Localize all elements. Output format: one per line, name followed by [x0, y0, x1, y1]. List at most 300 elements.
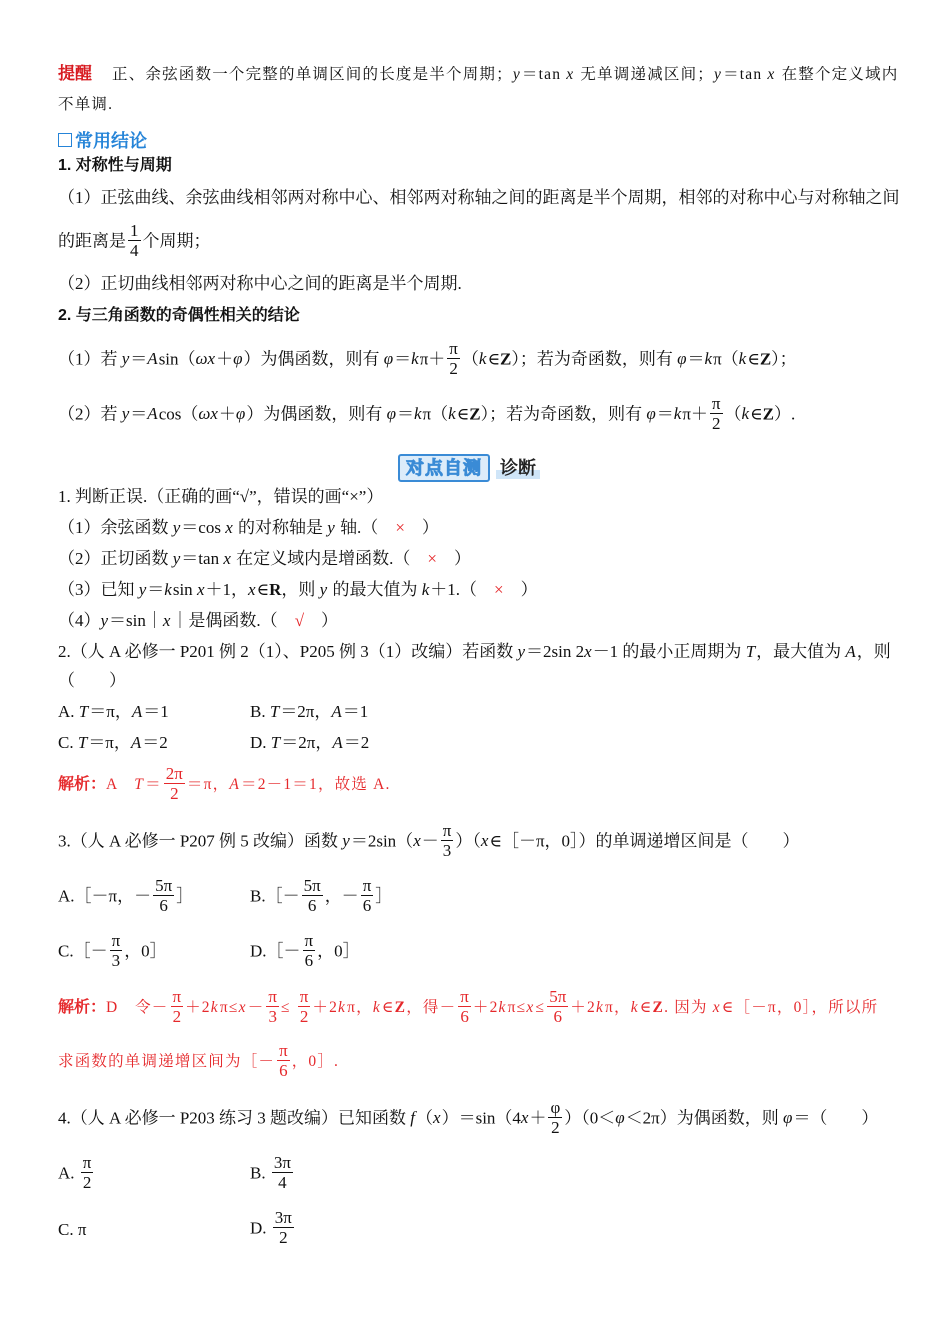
math-variable: y: [512, 66, 521, 83]
text-run: ＝π，: [88, 733, 131, 753]
text-run: π≤: [219, 999, 239, 1017]
text-run: （4）: [58, 611, 101, 630]
math-variable: φ: [783, 1108, 793, 1128]
fraction: [710, 394, 723, 433]
text-run: ＋2: [570, 999, 596, 1017]
math-variable: T: [77, 733, 88, 753]
text-run: ）；若为奇函数，则有: [511, 349, 678, 369]
text-run: （1）余弦函数: [58, 518, 173, 537]
text-run: ∈［－π，0］，所以所: [721, 999, 879, 1017]
text-run: π，: [347, 999, 373, 1017]
fraction-numerator: 2π: [165, 764, 183, 783]
math-variable: k: [448, 404, 456, 424]
math-variable: x: [712, 999, 721, 1017]
math-variable: x: [480, 831, 489, 851]
text-run: cos（: [158, 404, 199, 424]
math-variable: T: [745, 642, 756, 661]
fraction-denominator: 2: [82, 1173, 92, 1192]
text-run: ∈: [747, 349, 760, 369]
text-run: C.［－: [58, 941, 108, 961]
math-variable: A: [229, 776, 240, 794]
fraction: [81, 1153, 94, 1192]
text-run: ＝2－1＝1，故选 A.: [241, 776, 391, 794]
option-d: [250, 1210, 442, 1249]
option-b: [250, 1155, 442, 1194]
text-run: ）: [453, 549, 471, 568]
fraction-denominator: 3: [268, 1007, 277, 1026]
option-b: [250, 700, 442, 724]
text-run: A.: [58, 1163, 79, 1183]
fraction-numerator: π: [362, 876, 372, 895]
math-variable: k: [210, 999, 219, 1017]
text-run: 1. 判断正误.（正确的画“√”，错误的画“×”）: [58, 487, 384, 506]
math-variable: k: [741, 404, 750, 424]
conclusion-1-line-1: [58, 186, 910, 210]
text-run: B.: [250, 702, 270, 722]
fraction-numerator: φ: [550, 1098, 561, 1117]
note-line-2: [58, 92, 910, 117]
math-variable: φ: [386, 404, 396, 424]
text-run: ＝π，: [89, 702, 132, 722]
text-run: 的距离是: [58, 231, 126, 251]
text-run: C.: [58, 733, 78, 753]
text-run: ＝: [130, 404, 148, 424]
fraction-denominator: 4: [278, 1173, 287, 1192]
math-variable: y: [138, 580, 147, 599]
text-run: A.: [58, 702, 79, 722]
text-run: ＝π，: [186, 776, 230, 794]
text-run: ＋: [216, 349, 234, 369]
option-c: [58, 731, 250, 755]
math-variable: k: [413, 404, 422, 424]
fraction-denominator: 3: [111, 951, 121, 970]
text-run: ＋2: [312, 999, 339, 1017]
text-run: ，0］.: [291, 1053, 340, 1071]
answer-mark: ×: [395, 518, 405, 537]
math-variable: x: [225, 518, 233, 537]
math-variable: x: [520, 1108, 529, 1128]
text-run: ＝2sin（: [350, 831, 414, 851]
answer-mark: ×: [427, 549, 437, 568]
option-a: [58, 700, 250, 724]
text-run: ＝1: [143, 702, 169, 722]
math-variable: φ: [615, 1108, 625, 1128]
text-run: 的最大值为: [328, 580, 422, 599]
text-run: （: [416, 1108, 434, 1128]
text-run: sin: [172, 580, 197, 599]
text-run: π＋: [682, 404, 708, 424]
math-variable: k: [704, 349, 713, 369]
text-run: ∈: [487, 349, 501, 369]
fraction-denominator: 2: [711, 414, 721, 433]
text-run: ＝: [145, 776, 162, 794]
math-variable: k: [738, 349, 747, 369]
math-variable: f: [410, 1108, 416, 1128]
math-variable: y: [172, 518, 181, 537]
text-run: ＝cos: [181, 518, 226, 537]
text-run: ∈: [750, 404, 763, 424]
text-run: ，最大值为: [756, 642, 846, 661]
text-run: 在定义域内是增函数.（: [231, 549, 411, 568]
text-run: ＋2: [472, 999, 499, 1017]
heading-symmetry-period: 1. 对称性与周期: [58, 157, 172, 174]
self-test-banner: [398, 453, 540, 483]
fraction-numerator: π: [304, 931, 314, 950]
math-variable: x: [767, 66, 776, 83]
conclusion-2: [58, 272, 910, 296]
text-run: ）＝sin（4: [441, 1108, 521, 1128]
text-run: ＜2π）为偶函数，则: [625, 1108, 784, 1128]
math-variable: x: [238, 999, 247, 1017]
text-run: －: [421, 831, 439, 851]
fraction: [298, 987, 311, 1026]
math-variable: A: [331, 702, 342, 722]
text-run: ）（: [455, 831, 481, 851]
fraction: [272, 1153, 293, 1192]
math-variable: φ: [235, 404, 246, 424]
question-2-stem: [58, 640, 910, 664]
math-variable: k: [498, 999, 507, 1017]
text-run: ＝2: [343, 733, 370, 753]
math-variable: y: [121, 404, 130, 424]
option-c: [58, 1218, 250, 1242]
question-1-item: [58, 609, 910, 633]
math-variable: k: [595, 999, 605, 1017]
question-1-item: [58, 516, 910, 540]
fraction: [302, 876, 323, 915]
text-run: 无单调递减区间；: [575, 66, 714, 83]
text-run: ）为偶函数，则有: [243, 349, 384, 369]
math-variable: x: [247, 580, 256, 599]
number-set-symbol: Z: [500, 349, 512, 369]
text-run: sin（: [158, 349, 196, 369]
text-run: A: [106, 776, 135, 794]
question-2-answer-blank: [58, 669, 910, 693]
fraction-denominator: 6: [307, 896, 317, 915]
analysis-text: [58, 1041, 340, 1080]
text-run: （2）正切曲线相邻两对称中心之间的距离是半个周期.: [58, 274, 462, 293]
text-run: ，0］: [124, 941, 167, 961]
text-run: （2）若: [58, 404, 122, 424]
fraction: [153, 876, 174, 915]
fraction-denominator: 6: [279, 1061, 288, 1080]
text-run: （2）正切函数: [58, 549, 173, 568]
math-variable: y: [172, 549, 181, 568]
text-run: ）: [321, 611, 339, 630]
answer-mark: √: [294, 611, 305, 630]
question-4-options-row-2: [58, 1210, 910, 1249]
text-run: ＝: [396, 404, 414, 424]
fraction: [171, 987, 184, 1026]
text-run: D.［－: [250, 941, 301, 961]
fraction: [547, 987, 568, 1026]
math-variable: y: [319, 580, 328, 599]
text-run: （: [724, 404, 742, 424]
text-run: ］: [176, 886, 194, 906]
text-run: . 因为: [664, 999, 713, 1017]
text-run: 在整个定义域内: [776, 66, 899, 83]
text-run: ）为偶函数，则有: [246, 404, 387, 424]
fraction-numerator: 5π: [155, 876, 173, 895]
fraction-denominator: 6: [159, 896, 168, 915]
note-text: [58, 96, 113, 113]
math-variable: A: [131, 702, 143, 722]
question-3-analysis-line-1: [58, 989, 910, 1028]
text-run: A.［－π，－: [58, 886, 152, 906]
math-variable: T: [78, 702, 89, 722]
math-variable: x: [584, 642, 592, 661]
text-run: ，－: [324, 886, 359, 906]
fraction-numerator: π: [460, 987, 469, 1006]
math-variable: A: [130, 733, 142, 753]
question-3-stem: [58, 823, 910, 862]
fraction-denominator: 2: [299, 1007, 309, 1026]
number-set-symbol: Z: [469, 404, 481, 424]
text-run: 正、余弦函数一个完整的单调区间的长度是半个周期；: [112, 66, 513, 83]
text-run: ）（0＜: [564, 1108, 616, 1128]
math-variable: y: [714, 66, 723, 83]
fraction-numerator: 5π: [549, 987, 567, 1006]
fraction: [447, 339, 460, 378]
question-2-options-row-1: [58, 699, 910, 724]
text-run: ＋: [529, 1108, 547, 1128]
parity-conclusion-1: [58, 341, 910, 380]
math-variable: A: [845, 642, 856, 661]
text-run: ）: [520, 580, 538, 599]
option-a: [58, 1155, 250, 1194]
text-run: ］: [375, 886, 393, 906]
text-run: D.: [250, 733, 271, 753]
math-variable: k: [673, 404, 682, 424]
text-run: ＝: [147, 580, 165, 599]
text-run: 4.（人 A 必修一 P203 练习 3 题改编）已知函数: [58, 1108, 411, 1128]
text-run: 轴.（: [335, 518, 379, 537]
math-variable: A: [147, 404, 158, 424]
text-run: ＝tan: [521, 66, 567, 83]
fraction-denominator: 2: [279, 1228, 288, 1247]
text-run: ＝tan: [723, 66, 768, 83]
math-variable: k: [478, 349, 487, 369]
question-3-analysis-line-2: [58, 1043, 910, 1082]
math-variable: x: [526, 999, 535, 1017]
question-3-options-row-2: [58, 933, 910, 972]
text-run: ，则: [856, 642, 891, 661]
text-run: 2.（人 A 必修一 P201 例 2（1）、P205 例 3（1）改编）若函数: [58, 642, 518, 661]
text-run: （1）正弦曲线、余弦曲线相邻两对称中心、相邻两对称轴之间的距离是半个周期，相邻的对称中心与对称轴之间: [58, 188, 900, 207]
fraction-denominator: 6: [460, 1007, 469, 1026]
math-variable: x: [162, 611, 171, 630]
fraction-denominator: 6: [304, 951, 314, 970]
math-variable: T: [134, 776, 145, 794]
option-c: [58, 933, 250, 972]
text-run: ＝sin｜: [109, 611, 163, 630]
text-run: ∈: [381, 999, 395, 1017]
math-variable: x: [196, 580, 205, 599]
text-run: 个周期；: [142, 231, 211, 251]
math-variable: y: [517, 642, 526, 661]
text-run: ∈: [256, 580, 270, 599]
fraction-denominator: 6: [553, 1007, 562, 1026]
conclusion-1-line-2: [58, 223, 910, 262]
text-run: ＋1.（: [430, 580, 477, 599]
fraction: [266, 987, 279, 1026]
fraction: [458, 987, 471, 1026]
fraction-denominator: 2: [551, 1118, 560, 1137]
fraction: [277, 1041, 290, 1080]
option-d: [250, 933, 442, 972]
fraction-numerator: 3π: [273, 1153, 291, 1172]
fraction: [361, 876, 374, 915]
text-run: π＋: [419, 349, 446, 369]
text-run: ＝2sin 2: [526, 642, 585, 661]
fraction: [303, 931, 316, 970]
fraction-numerator: π: [172, 987, 182, 1006]
text-run: ∈: [456, 404, 470, 424]
fraction: [273, 1208, 294, 1247]
question-1-item: [58, 578, 910, 602]
text-run: ＝2π，: [281, 733, 333, 753]
fraction-denominator: 2: [449, 359, 458, 378]
banner-label-box: [398, 454, 490, 482]
fraction-numerator: π: [82, 1153, 92, 1172]
text-run: ∈: [639, 999, 653, 1017]
text-run: ＝1: [342, 702, 369, 722]
math-variable: k: [630, 999, 639, 1017]
text-run: －1 的最小正周期为: [592, 642, 746, 661]
text-run: ｜是偶函数.（: [171, 611, 278, 630]
math-variable: y: [100, 611, 109, 630]
text-run: D.: [250, 1218, 271, 1238]
fraction-denominator: 6: [362, 896, 372, 915]
math-variable: k: [338, 999, 347, 1017]
option-d: [250, 731, 442, 755]
fraction-numerator: 3π: [274, 1208, 292, 1227]
math-variable: k: [421, 580, 430, 599]
text-run: 的对称轴是: [233, 518, 328, 537]
square-outline-icon: [58, 133, 72, 147]
text-run: ＝: [656, 404, 674, 424]
text-run: ＋: [218, 404, 236, 424]
math-variable: k: [372, 999, 381, 1017]
text-run: π，: [605, 999, 631, 1017]
math-variable: x: [413, 831, 421, 851]
fraction-numerator: π: [711, 394, 721, 413]
question-2-analysis: [58, 766, 910, 805]
question-2-options-row-2: [58, 730, 910, 755]
analysis-text: [106, 764, 391, 803]
text-run: ＝2π，: [280, 702, 332, 722]
math-variable: φ: [646, 404, 656, 424]
math-variable: x: [433, 1108, 441, 1128]
text-run: ＝（ ）: [793, 1108, 879, 1128]
number-set-symbol: R: [269, 580, 282, 599]
text-run: ）: [421, 518, 439, 537]
math-variable: T: [269, 702, 280, 722]
question-4-stem: [58, 1100, 910, 1139]
text-run: B.: [250, 1163, 270, 1183]
math-variable: k: [411, 349, 419, 369]
text-run: B.［－: [250, 886, 300, 906]
parity-conclusion-2: [58, 396, 910, 435]
text-run: ≤: [535, 999, 546, 1017]
analysis-label: 解析：: [58, 999, 107, 1017]
fraction: [548, 1098, 562, 1137]
question-1-stem: [58, 485, 910, 509]
text-run: ）.: [773, 404, 796, 424]
math-variable: ωx: [195, 349, 216, 369]
fraction: [110, 931, 123, 970]
math-variable: ωx: [198, 404, 218, 424]
number-set-symbol: Z: [762, 404, 774, 424]
text-run: π≤: [507, 999, 527, 1017]
math-variable: A: [332, 733, 343, 753]
number-set-symbol: Z: [394, 999, 407, 1017]
question-4-options-row-1: [58, 1155, 910, 1194]
text-run: ，0］: [317, 941, 360, 961]
text-run: ，得－: [406, 999, 457, 1017]
fraction-denominator: 2: [172, 1007, 182, 1026]
text-run: π（: [713, 349, 739, 369]
fraction-numerator: 5π: [303, 876, 321, 895]
text-run: －: [247, 999, 265, 1017]
math-variable: φ: [233, 349, 243, 369]
answer-mark: ×: [494, 580, 504, 599]
fraction-numerator: π: [442, 821, 452, 840]
text-run: 求函数的单调递增区间为［－: [58, 1053, 276, 1071]
text-run: ＝tan: [181, 549, 224, 568]
heading-parity: 2. 与三角函数的奇偶性相关的结论: [58, 307, 300, 324]
text-run: ＝2: [142, 733, 168, 753]
fraction-denominator: 3: [442, 841, 452, 860]
banner-suffix: 诊断: [496, 457, 540, 479]
text-run: 不单调.: [58, 96, 114, 113]
text-run: ，则: [281, 580, 320, 599]
fraction-numerator: π: [279, 1041, 288, 1060]
text-run: ＝: [130, 349, 148, 369]
fraction: [164, 764, 185, 803]
number-set-symbol: Z: [759, 349, 772, 369]
note-text: [112, 66, 898, 83]
math-variable: x: [223, 549, 231, 568]
fraction-numerator: π: [449, 339, 458, 358]
text-run: ＝: [394, 349, 412, 369]
section-title-common-conclusions: [58, 128, 147, 152]
fraction-numerator: 1: [130, 221, 139, 240]
text-run: C. π: [58, 1219, 87, 1239]
text-run: ＋1，: [205, 580, 248, 599]
text-run: （: [461, 349, 479, 369]
note-label: 提醒: [58, 64, 92, 83]
text-run: （ ）: [58, 671, 126, 690]
fraction-numerator: π: [268, 987, 277, 1006]
math-variable: y: [327, 518, 335, 537]
fraction: [441, 821, 454, 860]
text-run: π（: [422, 404, 449, 424]
math-variable: x: [566, 66, 575, 83]
math-variable: A: [147, 349, 158, 369]
option-b: [250, 878, 442, 917]
text-run: ∈［－π，0］）的单调递增区间是（ ）: [489, 831, 800, 851]
option-a: [58, 878, 250, 917]
math-variable: φ: [677, 349, 687, 369]
fraction: [128, 221, 141, 260]
section-title-text: 常用结论: [75, 131, 147, 151]
analysis-label: 解析：: [58, 776, 107, 794]
text-run: 3.（人 A 必修一 P207 例 5 改编）函数: [58, 831, 343, 851]
fraction-numerator: π: [299, 987, 309, 1006]
fraction-numerator: π: [111, 931, 121, 950]
question-1-item: [58, 547, 910, 571]
